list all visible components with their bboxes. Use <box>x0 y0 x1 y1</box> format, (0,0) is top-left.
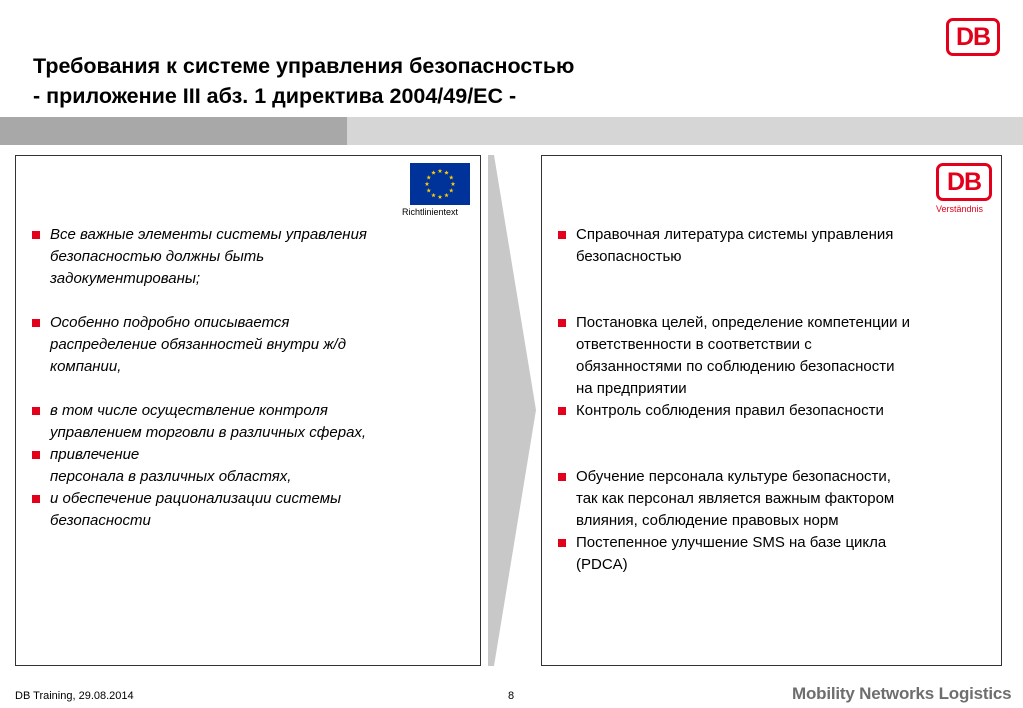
list-item: Обучение персонала культуре безопасности, так как персонал является важным фактором влияния, соблюдение правовых норм <box>556 466 992 532</box>
list-item: Постановка целей, определение компетенции и ответственности в соответствии с обязанностями по соблюдению безопасности на предприятии <box>556 312 992 400</box>
footer-date: DB Training, 29.08.2014 <box>15 690 134 702</box>
list-item: Все важные элементы системы управления безопасностью должны быть задокументированы; <box>30 224 470 290</box>
eu-flag-icon <box>410 163 470 205</box>
db-logo-panel: DB <box>936 163 992 201</box>
directive-list <box>30 224 470 532</box>
db-logo: DB <box>946 18 1000 56</box>
list-item: Постепенное улучшение SMS на базе цикла (PDCA) <box>556 532 992 576</box>
directive-tag: Richtlinientext <box>402 207 459 217</box>
title-line-2: - приложение III абз. 1 директива 2004/49/ЕС - <box>33 84 517 108</box>
eu-star <box>444 193 449 197</box>
chevron-arrow-icon <box>486 155 538 666</box>
eu-star <box>426 175 431 179</box>
interpretation-tag: Verständnis <box>936 204 984 214</box>
eu-star <box>438 195 443 199</box>
list-item: Справочная литература системы управления безопасностью <box>556 224 992 268</box>
eu-star <box>444 170 449 174</box>
interpretation-list <box>556 224 992 576</box>
list-item: Особенно подробно описывается распределение обязанностей внутри ж/д компании, <box>30 312 470 378</box>
page-title <box>33 51 574 111</box>
footer-brand: Mobility Networks Logistics <box>792 684 1012 703</box>
eu-star <box>451 182 456 186</box>
eu-star <box>426 188 431 192</box>
list-item: в том числе осуществление контроля управлением торговли в различных сферах, <box>30 400 470 444</box>
list-item: привлечение персонала в различных областях, <box>30 444 470 488</box>
title-line-1: Требования к системе управления безопасностью <box>33 54 575 78</box>
list-item: и обеспечение рационализации системы безопасности <box>30 488 470 532</box>
eu-star <box>431 170 436 174</box>
eu-star <box>449 175 454 179</box>
eu-star <box>438 169 443 173</box>
eu-star <box>425 182 430 186</box>
eu-star <box>449 188 454 192</box>
header-divider-accent <box>0 117 347 145</box>
list-item: Контроль соблюдения правил безопасности <box>556 400 992 422</box>
page-number: 8 <box>508 690 515 702</box>
eu-star <box>431 193 436 197</box>
